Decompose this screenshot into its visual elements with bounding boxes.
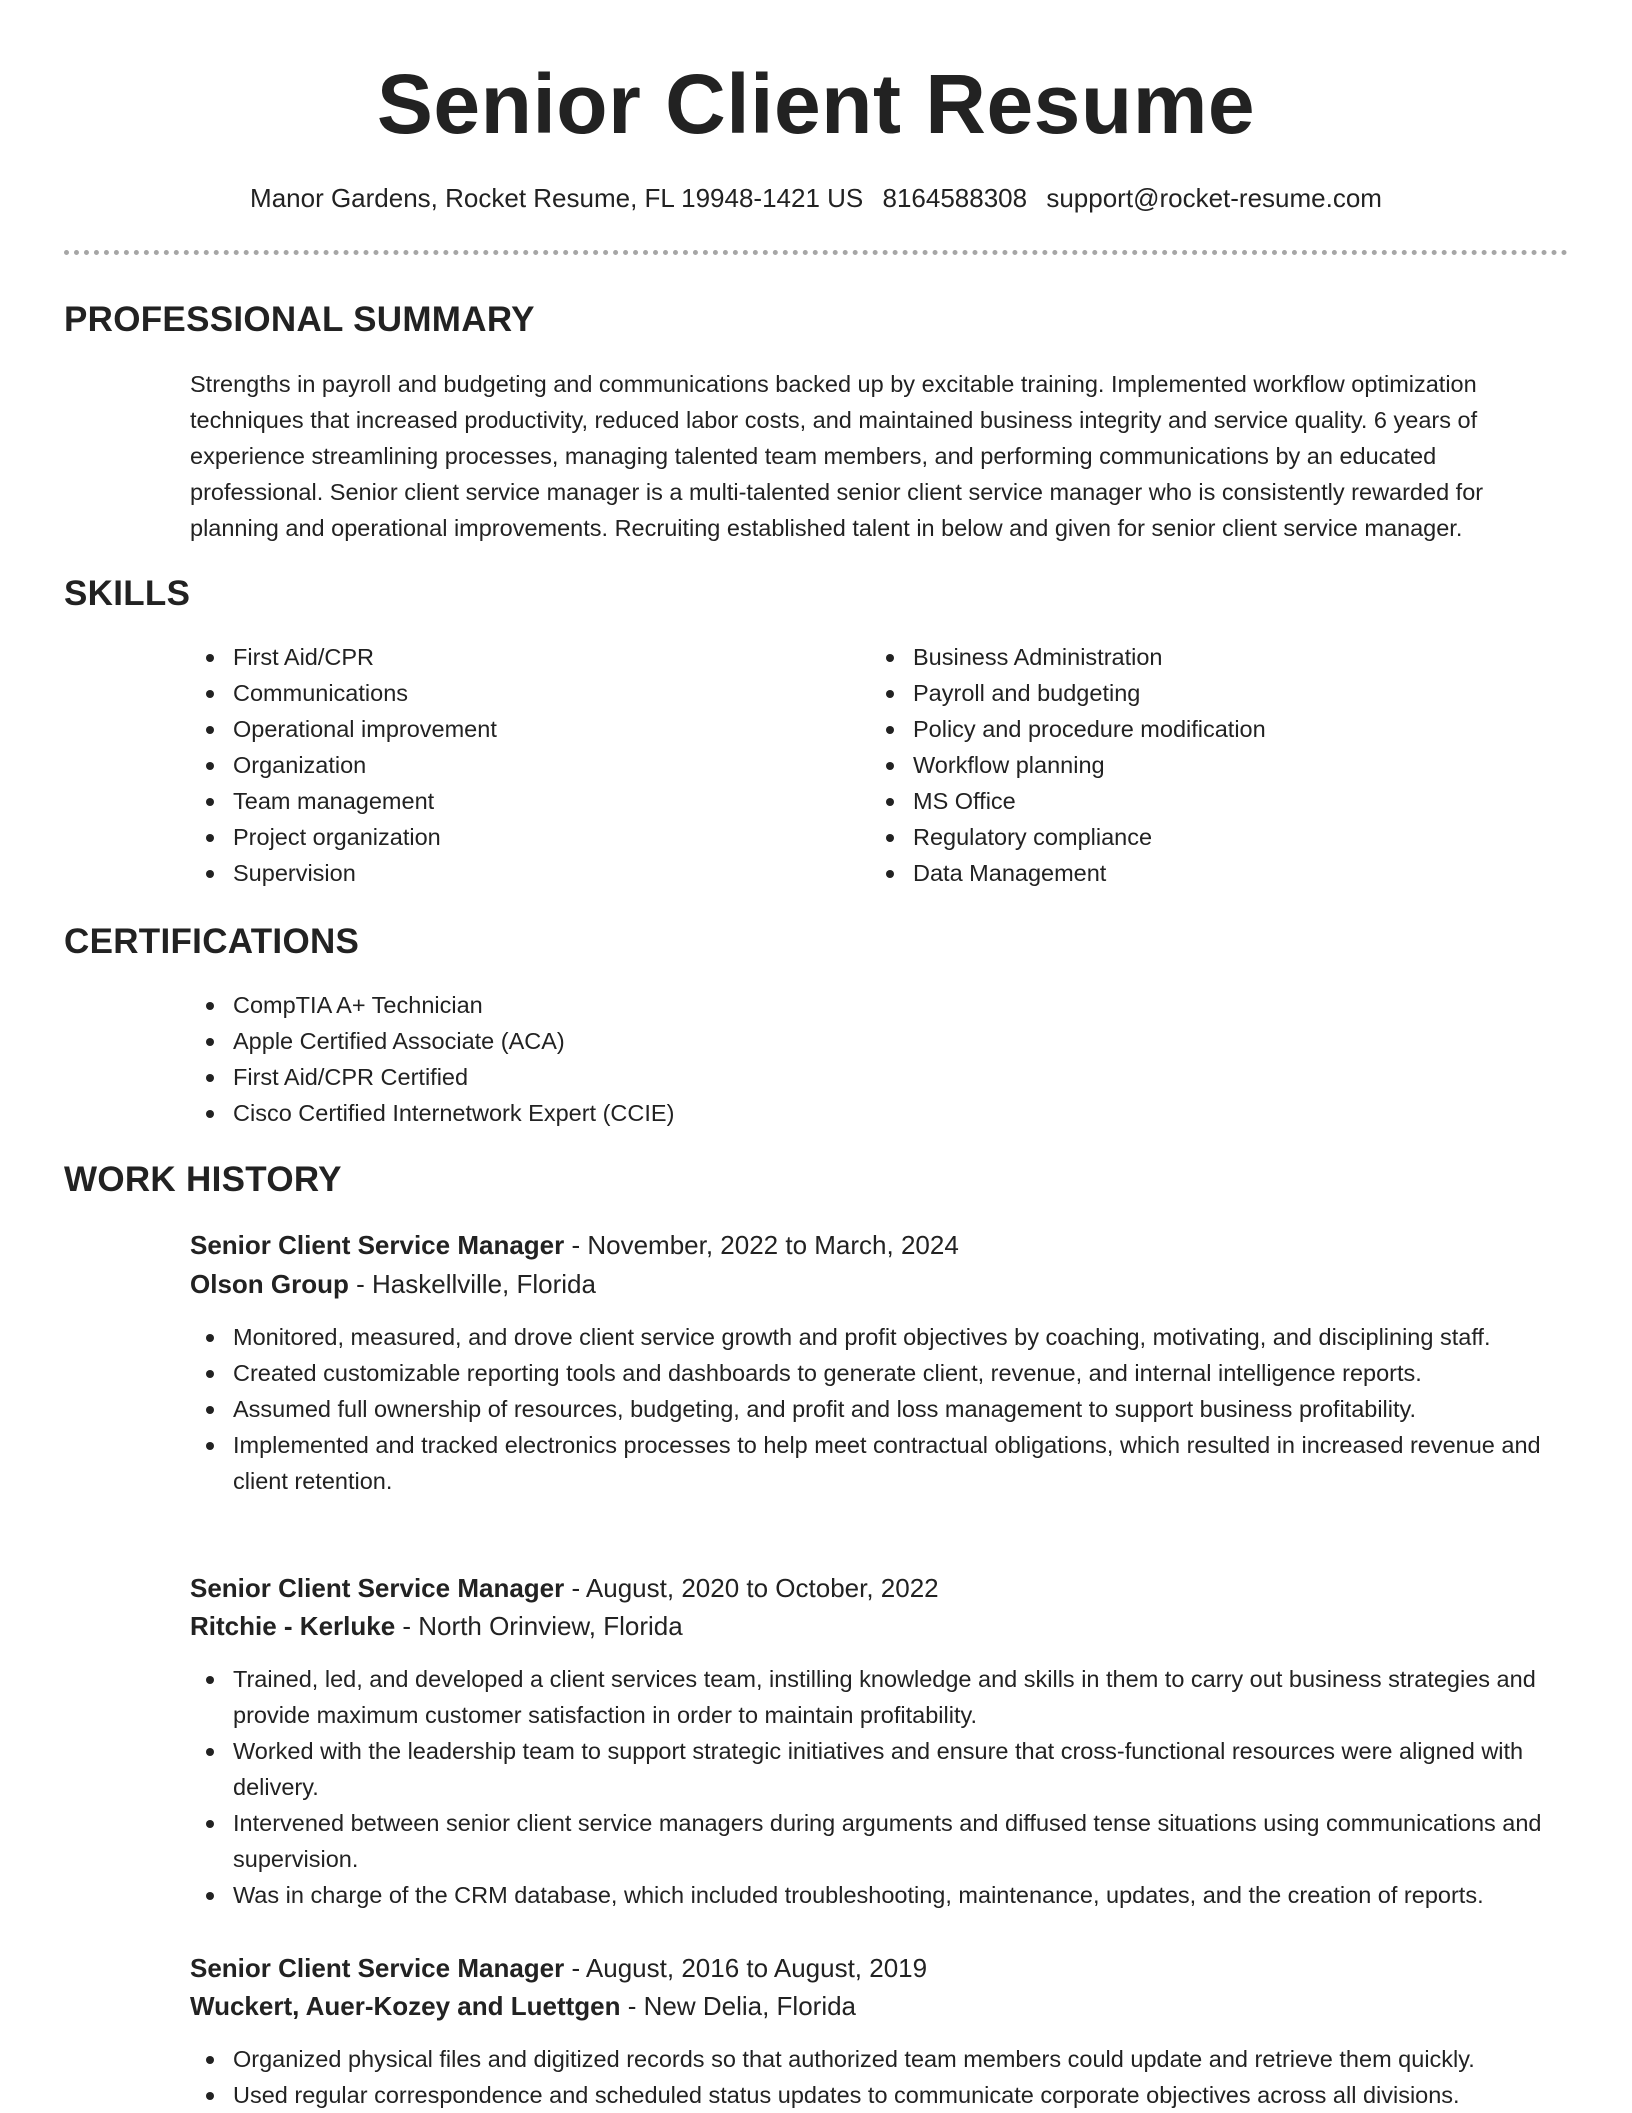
skill-item: Operational improvement: [190, 711, 830, 747]
job-dates: - August, 2020 to October, 2022: [564, 1573, 939, 1603]
contact-email: support@rocket-resume.com: [1046, 183, 1382, 213]
certification-item: CompTIA A+ Technician: [190, 987, 1570, 1023]
job-company-line: [190, 1265, 596, 1303]
job-bullet: Organized physical files and digitized records so that authorized team members could update and retrieve them quickly.: [190, 2041, 1570, 2077]
skill-item: Regulatory compliance: [870, 819, 1550, 855]
job-role: Senior Client Service Manager: [190, 1953, 565, 1983]
certification-item: Apple Certified Associate (ACA): [190, 1023, 1570, 1059]
job-company-line: [190, 1607, 683, 1645]
job-location: - New Delia, Florida: [620, 1991, 857, 2021]
certifications-heading: CERTIFICATIONS: [64, 922, 360, 961]
job-bullet: Worked with the leadership team to support strategic initiatives and ensure that cross-functional resources were aligned with delivery.: [190, 1733, 1570, 1805]
job-location: - Haskellville, Florida: [348, 1269, 596, 1299]
skills-heading: SKILLS: [64, 574, 191, 613]
job-company: Olson Group: [190, 1269, 349, 1299]
summary-heading: PROFESSIONAL SUMMARY: [64, 300, 535, 339]
contact-line: [0, 180, 1632, 216]
skill-item: Payroll and budgeting: [870, 675, 1550, 711]
job-bullet: Assumed full ownership of resources, budgeting, and profit and loss management to support business profitability.: [190, 1391, 1570, 1427]
certification-item: First Aid/CPR Certified: [190, 1059, 1570, 1095]
skill-item: Communications: [190, 675, 830, 711]
job-dates: - August, 2016 to August, 2019: [564, 1953, 928, 1983]
contact-address: Manor Gardens, Rocket Resume, FL 19948-1421 US: [250, 183, 864, 213]
header-divider: [64, 250, 1568, 255]
skill-item: First Aid/CPR: [190, 639, 830, 675]
skill-item: Policy and procedure modification: [870, 711, 1550, 747]
job-bullets: [190, 2041, 1570, 2113]
contact-phone: 8164588308: [882, 183, 1028, 213]
job-company: Wuckert, Auer-Kozey and Luettgen: [190, 1991, 621, 2021]
job-company: Ritchie - Kerluke: [190, 1611, 396, 1641]
job-role: Senior Client Service Manager: [190, 1230, 565, 1260]
skill-item: Team management: [190, 783, 830, 819]
summary-text: Strengths in payroll and budgeting and communications backed up by excitable training. Implemented workflow optimization techniques that increased productivity, reduced labor costs, and maintained business integrity and service quality. 6 years of experience streamlining processes, managing talented team members, and performing communications by an educated professional. Senior client service manager is a multi-talented senior client service manager who is consistently rewarded for planning and operational improvements. Recruiting established talent in below and given for senior client service manager.: [190, 371, 1484, 541]
job-title-line: [190, 1569, 939, 1607]
job-bullet: Used regular correspondence and scheduled status updates to communicate corporate objectives across all divisions.: [190, 2077, 1570, 2113]
job-bullet: Was in charge of the CRM database, which included troubleshooting, maintenance, updates, and the creation of reports.: [190, 1877, 1570, 1913]
job-title-line: [190, 1949, 927, 1987]
job-bullet: Intervened between senior client service managers during arguments and diffused tense situations using communications and supervision.: [190, 1805, 1570, 1877]
job-bullet: Implemented and tracked electronics processes to help meet contractual obligations, which resulted in increased revenue and client retention.: [190, 1427, 1570, 1499]
certification-item: Cisco Certified Internetwork Expert (CCIE): [190, 1095, 1570, 1131]
resume-name: Senior Client Resume: [376, 57, 1256, 151]
job-bullet: Created customizable reporting tools and dashboards to generate client, revenue, and internal intelligence reports.: [190, 1355, 1570, 1391]
skill-item: Business Administration: [870, 639, 1550, 675]
job-role: Senior Client Service Manager: [190, 1573, 565, 1603]
skills-list-left: [190, 639, 830, 891]
job-bullets: [190, 1319, 1570, 1499]
certifications-list: [190, 987, 1570, 1131]
job-location: - North Orinview, Florida: [395, 1611, 683, 1641]
job-company-line: [190, 1987, 856, 2025]
skill-item: Organization: [190, 747, 830, 783]
work-history-heading: WORK HISTORY: [64, 1160, 342, 1199]
job-title-line: [190, 1226, 959, 1264]
skills-list-right: [870, 639, 1550, 891]
skill-item: MS Office: [870, 783, 1550, 819]
job-bullet: Trained, led, and developed a client services team, instilling knowledge and skills in them to carry out business strategies and provide maximum customer satisfaction in order to maintain profitability.: [190, 1661, 1570, 1733]
skill-item: Project organization: [190, 819, 830, 855]
skill-item: Data Management: [870, 855, 1550, 891]
job-bullets: [190, 1661, 1570, 1913]
job-dates: - November, 2022 to March, 2024: [564, 1230, 959, 1260]
skill-item: Supervision: [190, 855, 830, 891]
job-bullet: Monitored, measured, and drove client service growth and profit objectives by coaching, motivating, and disciplining staff.: [190, 1319, 1570, 1355]
skill-item: Workflow planning: [870, 747, 1550, 783]
